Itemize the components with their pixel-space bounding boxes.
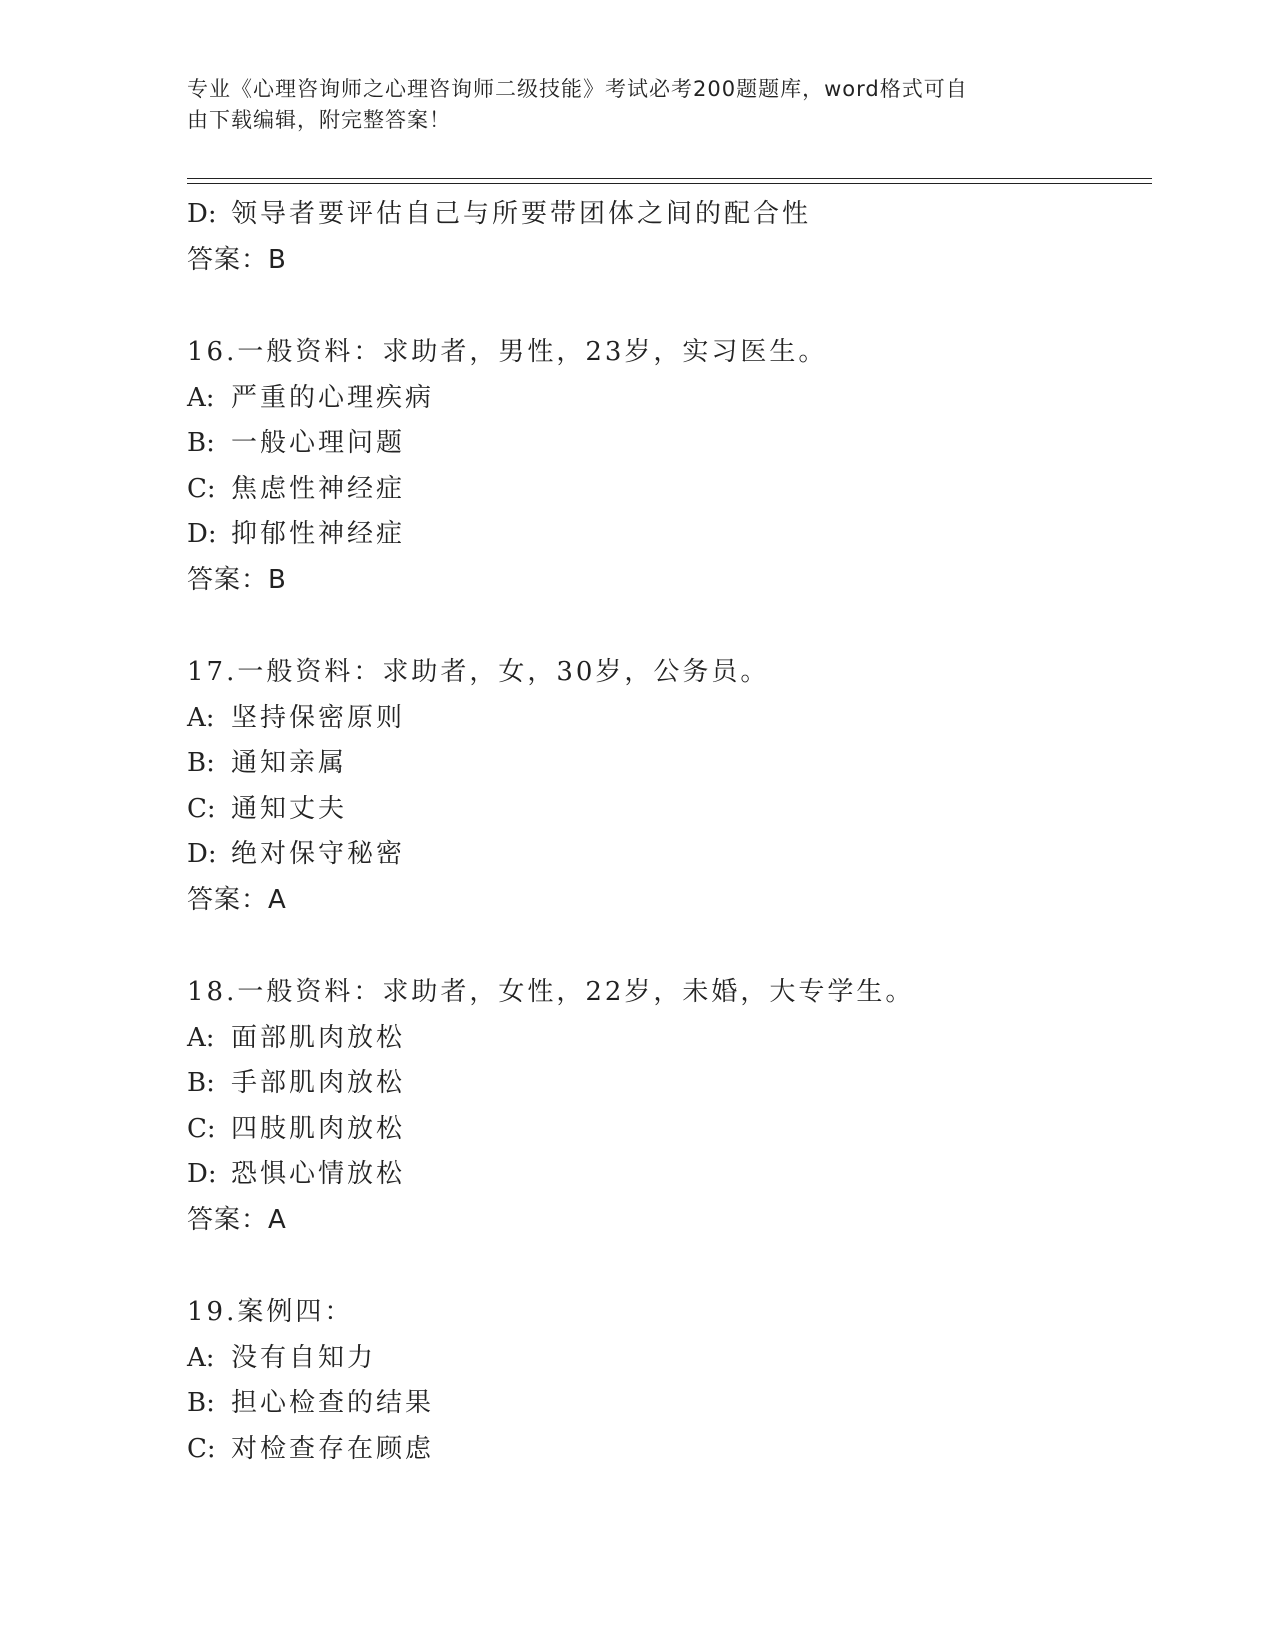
option-text: 通知丈夫: [231, 793, 348, 824]
option-letter: C:: [187, 1113, 216, 1144]
option-c: [187, 1427, 1147, 1473]
spacer: [187, 603, 1147, 650]
option-d: [187, 1152, 1147, 1198]
document-header: [187, 74, 1067, 136]
option-c: [187, 467, 1147, 513]
option-text: 一般心理问题: [231, 428, 406, 458]
option-letter: A:: [187, 382, 215, 413]
option-text: 严重的心理疾病: [231, 382, 435, 413]
option-text: 恐惧心情放松: [231, 1159, 406, 1189]
option-letter: A:: [187, 702, 215, 733]
option-letter: C:: [187, 1433, 216, 1464]
answer-line: 答案：A: [187, 884, 287, 915]
option-text: 绝对保守秘密: [231, 839, 406, 869]
option-letter: C:: [187, 473, 216, 504]
header-divider-bottom: [187, 183, 1152, 184]
option-text: 焦虑性神经症: [231, 473, 406, 504]
question-17: [187, 650, 1147, 923]
option-letter: D:: [187, 199, 217, 229]
option-text: 通知亲属: [231, 748, 348, 778]
option-letter: B:: [187, 1068, 215, 1098]
question-19: [187, 1290, 1147, 1472]
option-letter: D:: [187, 1159, 217, 1189]
option-text: 手部肌肉放松: [231, 1068, 406, 1098]
option-c: [187, 1107, 1147, 1153]
option-text: 担心检查的结果: [231, 1388, 435, 1418]
option-b: [187, 1381, 1147, 1427]
header-line-1: 专业《心理咨询师之心理咨询师二级技能》考试必考200题题库，word格式可自: [187, 77, 968, 101]
option-b: [187, 1061, 1147, 1107]
header-divider-top: [187, 178, 1152, 179]
spacer: [187, 283, 1147, 330]
header-line-2: 由下载编辑，附完整答案！: [187, 108, 451, 132]
option-text: 四肢肌肉放松: [231, 1113, 406, 1144]
option-a: [187, 696, 1147, 742]
prev-answer: 答案：B: [187, 244, 287, 275]
option-letter: D:: [187, 839, 217, 869]
question-18: [187, 970, 1147, 1243]
option-text: 坚持保密原则: [231, 702, 406, 733]
question-stem: 16.一般资料：求助者，男性，23岁，实习医生。: [187, 337, 828, 367]
question-16: [187, 330, 1147, 603]
option-text: 领导者要评估自己与所要带团体之间的配合性: [231, 199, 812, 229]
option-text: 抑郁性神经症: [231, 519, 406, 549]
option-text: 对检查存在顾虑: [231, 1433, 435, 1464]
option-letter: B:: [187, 748, 215, 778]
question-stem: 18.一般资料：求助者，女性，22岁，未婚，大专学生。: [187, 977, 915, 1007]
option-d: [187, 832, 1147, 878]
option-d: [187, 512, 1147, 558]
option-b: [187, 421, 1147, 467]
question-list: [187, 192, 1147, 1472]
option-letter: A:: [187, 1022, 215, 1053]
option-a: [187, 1336, 1147, 1382]
option-text: 面部肌肉放松: [231, 1022, 406, 1053]
option-a: [187, 376, 1147, 422]
prev-option-d: [187, 192, 1147, 238]
answer-line: 答案：B: [187, 564, 287, 595]
question-stem: 19.案例四：: [187, 1297, 354, 1327]
option-letter: B:: [187, 428, 215, 458]
option-b: [187, 741, 1147, 787]
option-a: [187, 1016, 1147, 1062]
option-letter: D:: [187, 519, 217, 549]
option-letter: C:: [187, 793, 216, 824]
option-text: 没有自知力: [231, 1342, 377, 1373]
question-stem: 17.一般资料：求助者，女，30岁，公务员。: [187, 657, 770, 687]
spacer: [187, 1243, 1147, 1290]
spacer: [187, 923, 1147, 970]
answer-line: 答案：A: [187, 1204, 287, 1235]
option-letter: A:: [187, 1342, 215, 1373]
option-c: [187, 787, 1147, 833]
option-letter: B:: [187, 1388, 215, 1418]
